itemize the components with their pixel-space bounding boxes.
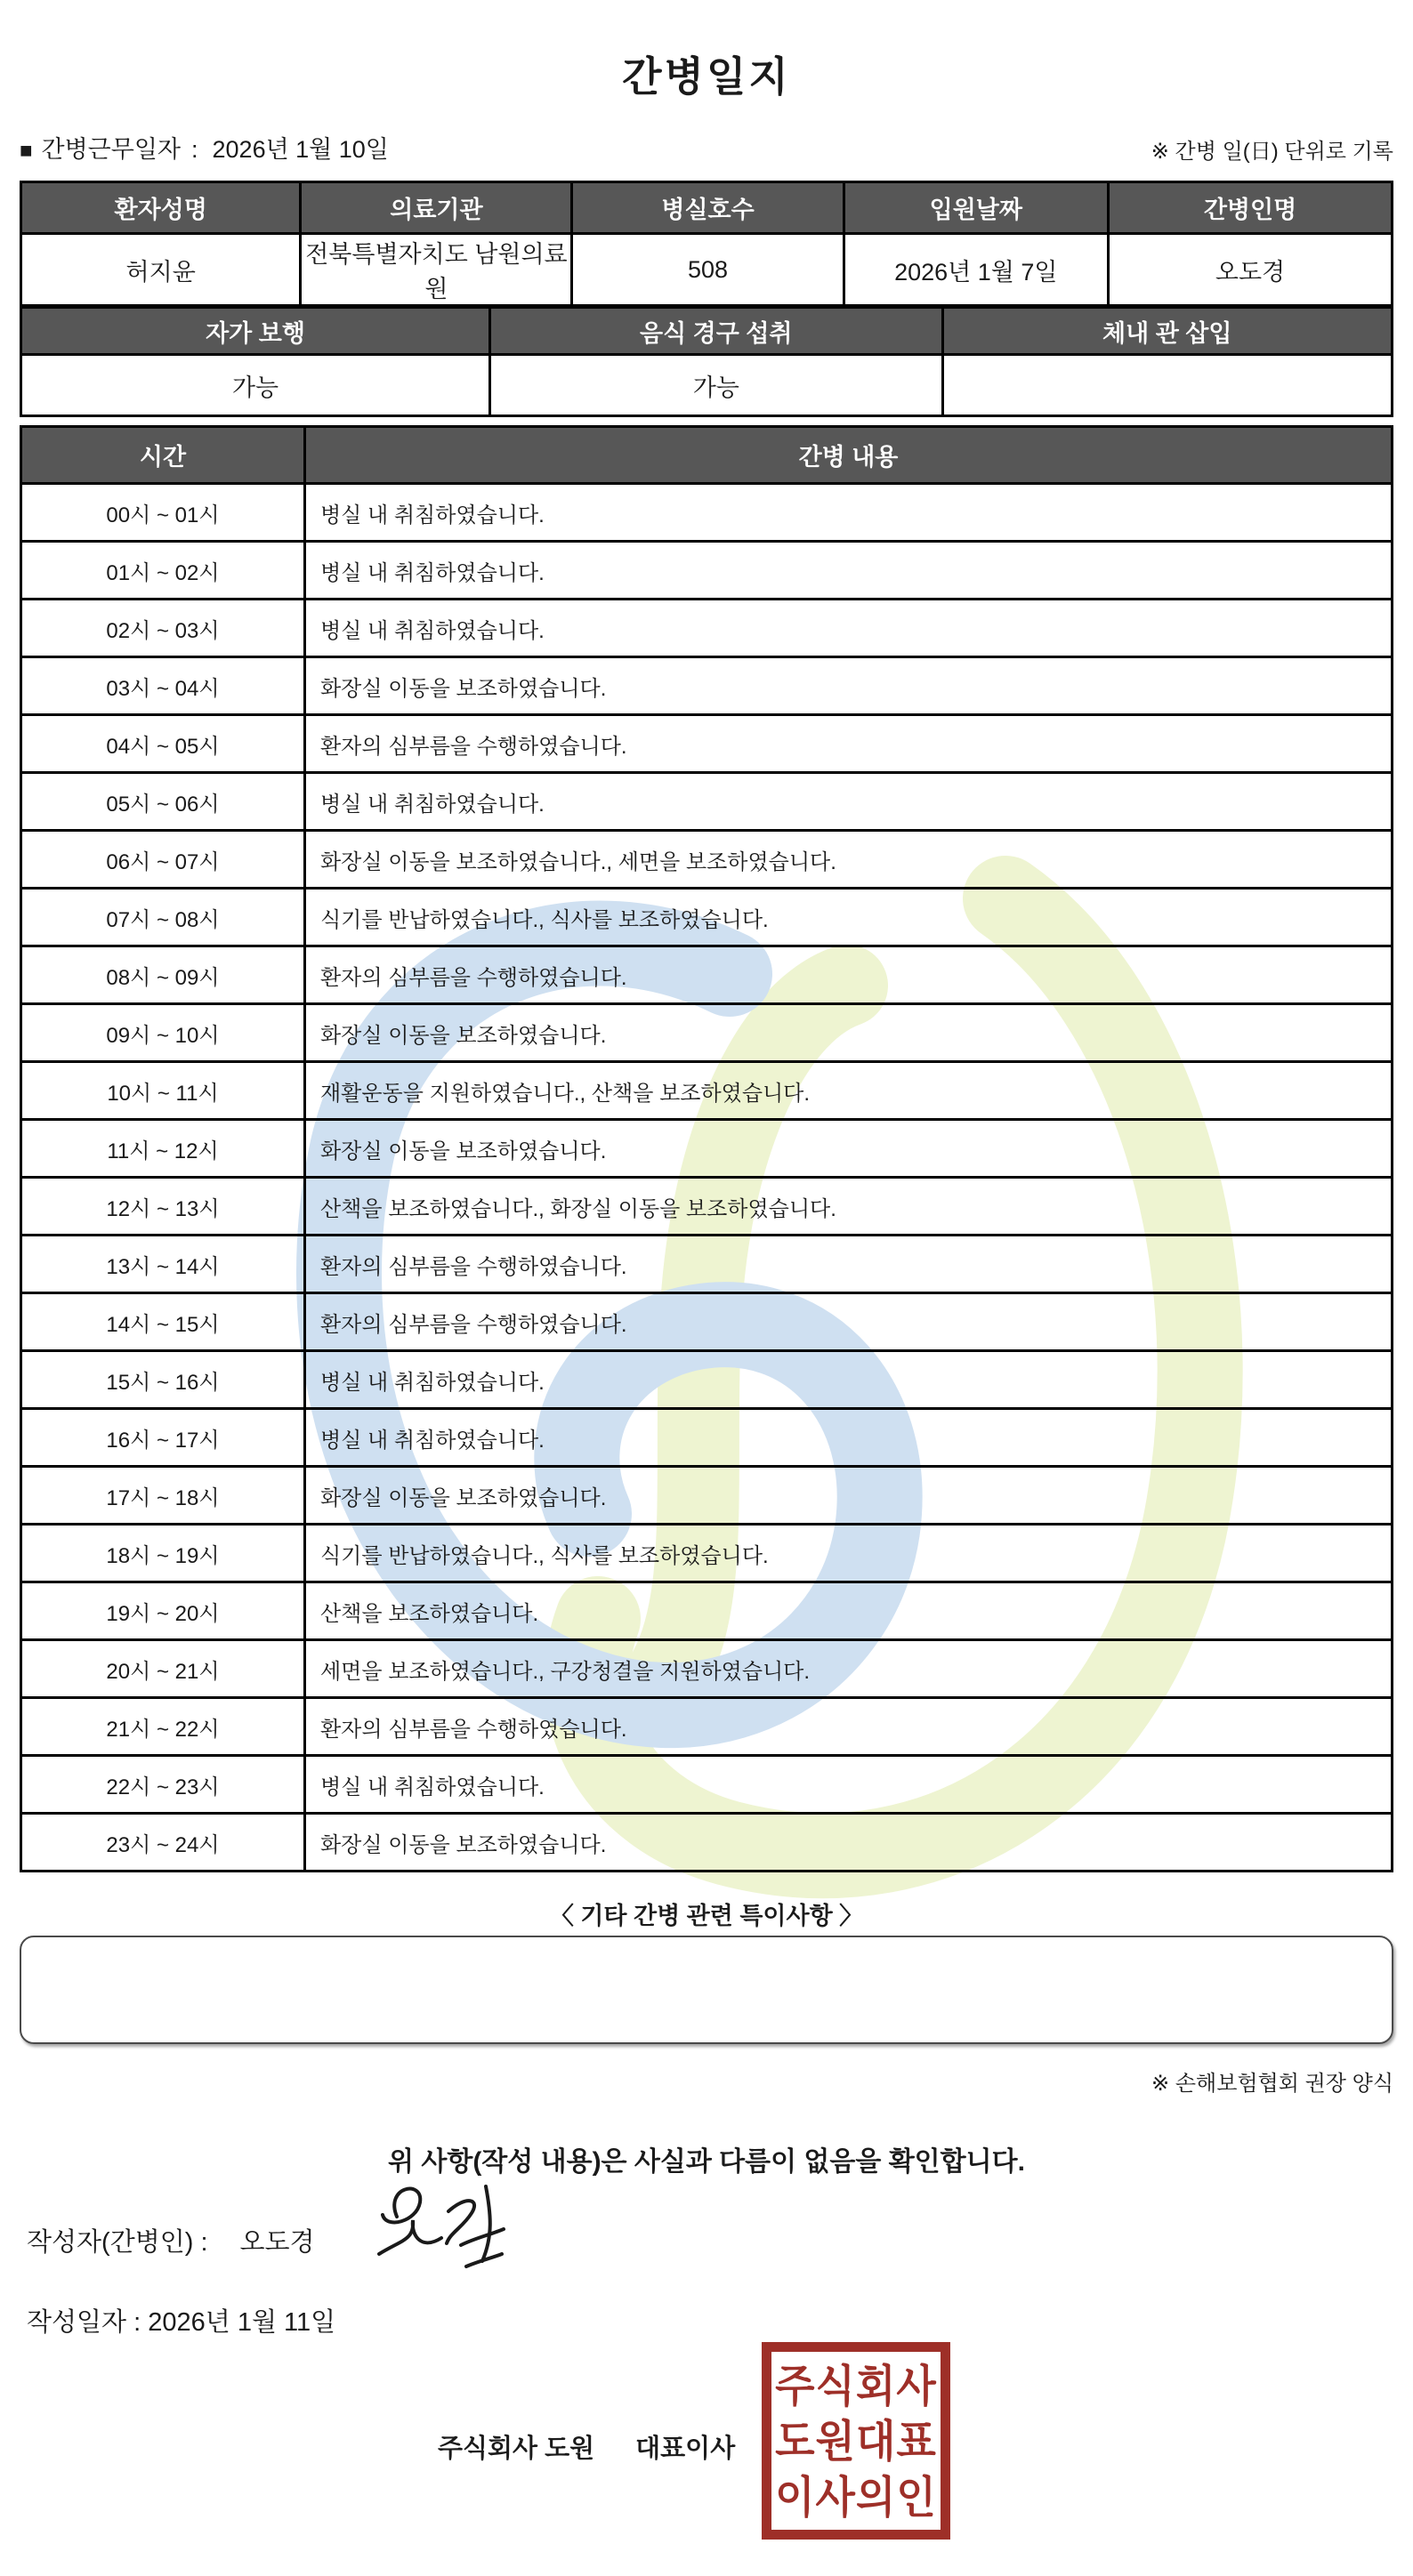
- table-row: [21, 657, 1393, 715]
- patient-info-value: 전북특별자치도 남원의료원: [301, 234, 572, 306]
- company-row: [438, 2428, 735, 2465]
- care-log-content: 환자의 심부름을 수행하였습니다.: [304, 946, 1392, 1004]
- care-log-time: 07시 ~ 08시: [21, 889, 305, 946]
- care-log-content: 환자의 심부름을 수행하였습니다.: [304, 1698, 1392, 1756]
- care-log-time: 19시 ~ 20시: [21, 1582, 305, 1640]
- care-log-content: 환자의 심부름을 수행하였습니다.: [304, 1293, 1392, 1351]
- status-value-row: [21, 355, 1393, 416]
- author-name: 오도경: [239, 2228, 315, 2257]
- square-bullet-icon: ■: [20, 139, 33, 163]
- table-row: [21, 1814, 1393, 1872]
- care-log-time: 13시 ~ 14시: [21, 1236, 305, 1293]
- care-log-content: 병실 내 취침하였습니다.: [304, 773, 1392, 831]
- care-log-content: 산책을 보조하였습니다., 화장실 이동을 보조하였습니다.: [304, 1178, 1392, 1236]
- care-log-time: 11시 ~ 12시: [21, 1120, 305, 1178]
- status-header-row: [21, 308, 1393, 355]
- table-row: [21, 889, 1393, 946]
- care-log-time: 04시 ~ 05시: [21, 715, 305, 773]
- table-row: [21, 715, 1393, 773]
- care-log-body: [21, 484, 1393, 1872]
- date-label: 작성일자 :: [27, 2308, 141, 2337]
- table-row: [21, 1236, 1393, 1293]
- patient-info-value: 508: [572, 234, 844, 306]
- care-log-content: 병실 내 취침하였습니다.: [304, 484, 1392, 542]
- care-log-time: 09시 ~ 10시: [21, 1004, 305, 1062]
- care-log-content: 병실 내 취침하였습니다.: [304, 1409, 1392, 1467]
- table-row: [21, 484, 1393, 542]
- care-log-content: 세면을 보조하였습니다., 구강청결을 지원하였습니다.: [304, 1640, 1392, 1698]
- table-row: [21, 773, 1393, 831]
- care-log-time: 21시 ~ 22시: [21, 1698, 305, 1756]
- status-value: 가능: [490, 355, 943, 416]
- care-log-time: 02시 ~ 03시: [21, 600, 305, 657]
- daily-unit-note: ※ 간병 일(日) 단위로 기록: [1151, 140, 1393, 164]
- care-log-table: [20, 425, 1393, 1872]
- care-log-time: 17시 ~ 18시: [21, 1467, 305, 1525]
- care-log-time: 01시 ~ 02시: [21, 542, 305, 600]
- table-row: [21, 1120, 1393, 1178]
- table-row: [21, 1756, 1393, 1814]
- table-row: [21, 1640, 1393, 1698]
- patient-info-value: 2026년 1월 7일: [844, 234, 1108, 306]
- care-log-time: 08시 ~ 09시: [21, 946, 305, 1004]
- patient-info-header: 병실호수: [572, 182, 844, 234]
- care-log-time: 20시 ~ 21시: [21, 1640, 305, 1698]
- care-log-content: 병실 내 취침하였습니다.: [304, 1756, 1392, 1814]
- care-log-time: 14시 ~ 15시: [21, 1293, 305, 1351]
- status-header: 자가 보행: [21, 308, 490, 355]
- care-log-time: 22시 ~ 23시: [21, 1756, 305, 1814]
- patient-info-header: 환자성명: [21, 182, 301, 234]
- confirmation-statement: 위 사항(작성 내용)은 사실과 다름이 없음을 확인합니다.: [388, 2147, 1025, 2177]
- care-log-time: 00시 ~ 01시: [21, 484, 305, 542]
- care-log-content: 병실 내 취침하였습니다.: [304, 600, 1392, 657]
- date-row: [27, 2302, 335, 2339]
- table-row: [21, 542, 1393, 600]
- care-log-content: 병실 내 취침하였습니다.: [304, 1351, 1392, 1409]
- care-log-time: 16시 ~ 17시: [21, 1409, 305, 1467]
- care-log-content: 화장실 이동을 보조하였습니다.: [304, 1467, 1392, 1525]
- author-row: [27, 2222, 315, 2258]
- table-row: [21, 1582, 1393, 1640]
- table-row: [21, 831, 1393, 889]
- work-date-value: 2026년 1월 10일: [212, 136, 389, 163]
- care-log-time: 06시 ~ 07시: [21, 831, 305, 889]
- patient-info-value-row: [21, 234, 1393, 306]
- care-log-content: 환자의 심부름을 수행하였습니다.: [304, 1236, 1392, 1293]
- special-notes-box: [20, 1936, 1393, 2044]
- patient-info-value: 허지윤: [21, 234, 301, 306]
- seal-line: 주식회사: [775, 2360, 937, 2411]
- date-value: 2026년 1월 11일: [148, 2308, 336, 2337]
- status-value: [942, 355, 1392, 416]
- patient-status-table: [20, 306, 1393, 417]
- table-row: [21, 1004, 1393, 1062]
- work-date-label: 간병근무일자: [41, 136, 181, 163]
- colon-separator: :: [191, 136, 198, 163]
- status-header: 음식 경구 섭취: [490, 308, 943, 355]
- care-log-time: 03시 ~ 04시: [21, 657, 305, 715]
- table-row: [21, 1525, 1393, 1582]
- care-log-content: 환자의 심부름을 수행하였습니다.: [304, 715, 1392, 773]
- care-log-time: 05시 ~ 06시: [21, 773, 305, 831]
- insurance-form-note: ※ 손해보험협회 권장 양식: [1151, 2072, 1393, 2096]
- status-header: 체내 관 삽입: [942, 308, 1392, 355]
- care-log-content: 재활운동을 지원하였습니다., 산책을 보조하였습니다.: [304, 1062, 1392, 1120]
- care-log-content: 산책을 보조하였습니다.: [304, 1582, 1392, 1640]
- caregiver-signature: [363, 2178, 568, 2293]
- table-row: [21, 600, 1393, 657]
- care-log-content: 식기를 반납하였습니다., 식사를 보조하였습니다.: [304, 1525, 1392, 1582]
- care-log-content: 화장실 이동을 보조하였습니다.: [304, 1120, 1392, 1178]
- work-date-line: [20, 130, 389, 165]
- care-log-content: 화장실 이동을 보조하였습니다.: [304, 657, 1392, 715]
- table-row: [21, 1698, 1393, 1756]
- patient-info-value: 오도경: [1108, 234, 1392, 306]
- table-row: [21, 1467, 1393, 1525]
- care-log-header-row: [21, 427, 1393, 484]
- table-row: [21, 1062, 1393, 1120]
- company-name: 주식회사 도원: [438, 2435, 595, 2463]
- patient-info-header-row: [21, 182, 1393, 234]
- page-title: 간병일지: [622, 53, 791, 100]
- care-log-content: 화장실 이동을 보조하였습니다., 세면을 보조하였습니다.: [304, 831, 1392, 889]
- table-row: [21, 1409, 1393, 1467]
- care-log-time: 10시 ~ 11시: [21, 1062, 305, 1120]
- ceo-title: 대표이사: [635, 2435, 736, 2463]
- patient-info-header: 의료기관: [301, 182, 572, 234]
- table-row: [21, 1293, 1393, 1351]
- care-log-content: 병실 내 취침하였습니다.: [304, 542, 1392, 600]
- care-log-content: 화장실 이동을 보조하였습니다.: [304, 1004, 1392, 1062]
- seal-line: 도원대표: [775, 2415, 937, 2467]
- care-log-content: 화장실 이동을 보조하였습니다.: [304, 1814, 1392, 1872]
- patient-info-table: [20, 181, 1393, 307]
- seal-line: 이사의인: [775, 2471, 937, 2522]
- table-row: [21, 1351, 1393, 1409]
- corporate-seal-stamp: [762, 2342, 950, 2540]
- special-notes-heading: 〈 기타 간병 관련 특이사항 〉: [549, 1903, 864, 1929]
- table-row: [21, 1178, 1393, 1236]
- table-row: [21, 946, 1393, 1004]
- status-value: 가능: [21, 355, 490, 416]
- care-log-time: 12시 ~ 13시: [21, 1178, 305, 1236]
- care-log-time: 23시 ~ 24시: [21, 1814, 305, 1872]
- patient-info-header: 입원날짜: [844, 182, 1108, 234]
- meta-row: [20, 130, 1393, 165]
- author-label: 작성자(간병인) :: [27, 2228, 208, 2257]
- care-log-header: 간병 내용: [304, 427, 1392, 484]
- patient-info-header: 간병인명: [1108, 182, 1392, 234]
- care-log-header: 시간: [21, 427, 305, 484]
- care-log-time: 15시 ~ 16시: [21, 1351, 305, 1409]
- care-log-content: 식기를 반납하였습니다., 식사를 보조하였습니다.: [304, 889, 1392, 946]
- care-log-time: 18시 ~ 19시: [21, 1525, 305, 1582]
